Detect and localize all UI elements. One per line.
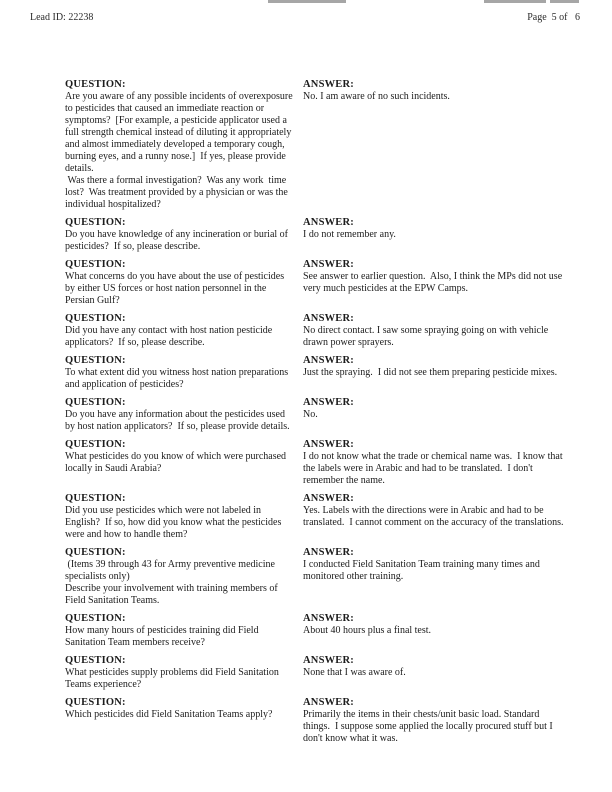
qa-row <box>65 492 565 541</box>
lead-id-label: Lead ID: 22238 <box>30 12 94 23</box>
question-heading: QUESTION: <box>65 217 126 228</box>
question-block <box>65 78 303 211</box>
question-text: Describe your involvement with training members of Field Sanitation Teams. <box>65 583 281 606</box>
question-text: What concerns do you have about the use of pesticides by either US forces or host nation personnel in the Persian Gulf? <box>65 271 287 306</box>
answer-heading: ANSWER: <box>303 655 354 666</box>
question-heading: QUESTION: <box>65 397 126 408</box>
question-text: What pesticides supply problems did Field Sanitation Teams experience? <box>65 667 282 690</box>
answer-block <box>303 216 565 253</box>
question-heading: QUESTION: <box>65 355 126 366</box>
answer-block <box>303 258 565 307</box>
qa-row <box>65 396 565 433</box>
qa-row <box>65 696 565 745</box>
qa-row <box>65 546 565 607</box>
qa-row <box>65 312 565 349</box>
question-block <box>65 612 303 649</box>
question-block <box>65 492 303 541</box>
question-block <box>65 354 303 391</box>
answer-heading: ANSWER: <box>303 547 354 558</box>
answer-heading: ANSWER: <box>303 493 354 504</box>
answer-block <box>303 696 565 745</box>
qa-row <box>65 612 565 649</box>
question-text: Did you have any contact with host nation pesticide applicators? If so, please describe. <box>65 325 275 348</box>
answer-block <box>303 312 565 349</box>
answer-heading: ANSWER: <box>303 613 354 624</box>
qa-row <box>65 354 565 391</box>
redaction-bar <box>550 0 579 3</box>
answer-heading: ANSWER: <box>303 313 354 324</box>
qa-row <box>65 258 565 307</box>
answer-text: None that I was aware of. <box>303 667 406 678</box>
answer-text: Just the spraying. I did not see them preparing pesticide mixes. <box>303 367 558 378</box>
qa-row <box>65 78 565 211</box>
question-text: Was there a formal investigation? Was any work time lost? Was treatment provided by a physician or was the individual hospitalized? <box>65 175 291 210</box>
redaction-bar <box>268 0 346 3</box>
question-text: Do you have knowledge of any incineration or burial of pesticides? If so, please describe. <box>65 229 291 252</box>
redaction-bar <box>484 0 546 3</box>
question-block <box>65 438 303 487</box>
question-block <box>65 396 303 433</box>
qa-row <box>65 216 565 253</box>
qa-list <box>65 78 565 745</box>
question-block <box>65 654 303 691</box>
question-heading: QUESTION: <box>65 439 126 450</box>
question-text: What pesticides do you know of which were purchased locally in Saudi Arabia? <box>65 451 289 474</box>
answer-text: Yes. Labels with the directions were in Arabic and had to be translated. I cannot comment on the accuracy of the translations. <box>303 505 564 528</box>
page-header <box>0 0 612 24</box>
answer-heading: ANSWER: <box>303 697 354 708</box>
question-heading: QUESTION: <box>65 313 126 324</box>
answer-text: About 40 hours plus a final test. <box>303 625 432 636</box>
question-block <box>65 216 303 253</box>
question-text: Do you have any information about the pesticides used by host nation applicators? If so, please provide details. <box>65 409 290 432</box>
question-text: Are you aware of any possible incidents of overexposure to pesticides that caused an immediate reaction or symptoms? [For example, a pesticide applicator used a full strength chemical instead of diluting it appropriately and almost immediately developed a temporary cough, burning eyes, and a runny nose.] If yes, please provide details. <box>65 91 296 174</box>
answer-heading: ANSWER: <box>303 79 354 90</box>
question-heading: QUESTION: <box>65 79 126 90</box>
answer-heading: ANSWER: <box>303 217 354 228</box>
question-heading: QUESTION: <box>65 613 126 624</box>
answer-block <box>303 354 565 391</box>
answer-text: Primarily the items in their chests/unit basic load. Standard things. I suppose some applied the locally procured stuff but I don't know what it was. <box>303 709 556 744</box>
answer-heading: ANSWER: <box>303 259 354 270</box>
answer-text: No direct contact. I saw some spraying going on with vehicle drawn power sprayers. <box>303 325 551 348</box>
answer-block <box>303 492 565 541</box>
answer-heading: ANSWER: <box>303 355 354 366</box>
qa-row <box>65 654 565 691</box>
question-block <box>65 312 303 349</box>
answer-text: I do not know what the trade or chemical name was. I know that the labels were in Arabic and had to be translated. I don't remember the name. <box>303 451 566 486</box>
answer-block <box>303 654 565 691</box>
question-heading: QUESTION: <box>65 697 126 708</box>
question-heading: QUESTION: <box>65 655 126 666</box>
answer-text: I do not remember any. <box>303 229 396 240</box>
answer-text: No. I am aware of no such incidents. <box>303 91 450 102</box>
answer-block <box>303 546 565 607</box>
question-heading: QUESTION: <box>65 493 126 504</box>
question-block <box>65 546 303 607</box>
answer-text: No. <box>303 409 318 420</box>
question-heading: QUESTION: <box>65 259 126 270</box>
answer-block <box>303 78 565 211</box>
question-text: To what extent did you witness host nation preparations and application of pesticides? <box>65 367 291 390</box>
qa-row <box>65 438 565 487</box>
answer-block <box>303 612 565 649</box>
answer-block <box>303 396 565 433</box>
answer-text: See answer to earlier question. Also, I think the MPs did not use very much pesticides at the EPW Camps. <box>303 271 565 294</box>
question-text: Did you use pesticides which were not labeled in English? If so, how did you know what the pesticides were and how to handle them? <box>65 505 284 540</box>
answer-block <box>303 438 565 487</box>
question-text: Which pesticides did Field Sanitation Teams apply? <box>65 709 273 720</box>
answer-heading: ANSWER: <box>303 439 354 450</box>
question-heading: QUESTION: <box>65 547 126 558</box>
answer-heading: ANSWER: <box>303 397 354 408</box>
page-number-label: Page 5 of 6 <box>527 12 580 23</box>
question-block <box>65 696 303 745</box>
answer-text: I conducted Field Sanitation Team training many times and monitored other training. <box>303 559 543 582</box>
question-block <box>65 258 303 307</box>
question-text: (Items 39 through 43 for Army preventive medicine specialists only) <box>65 559 278 582</box>
question-text: How many hours of pesticides training did Field Sanitation Team members receive? <box>65 625 262 648</box>
